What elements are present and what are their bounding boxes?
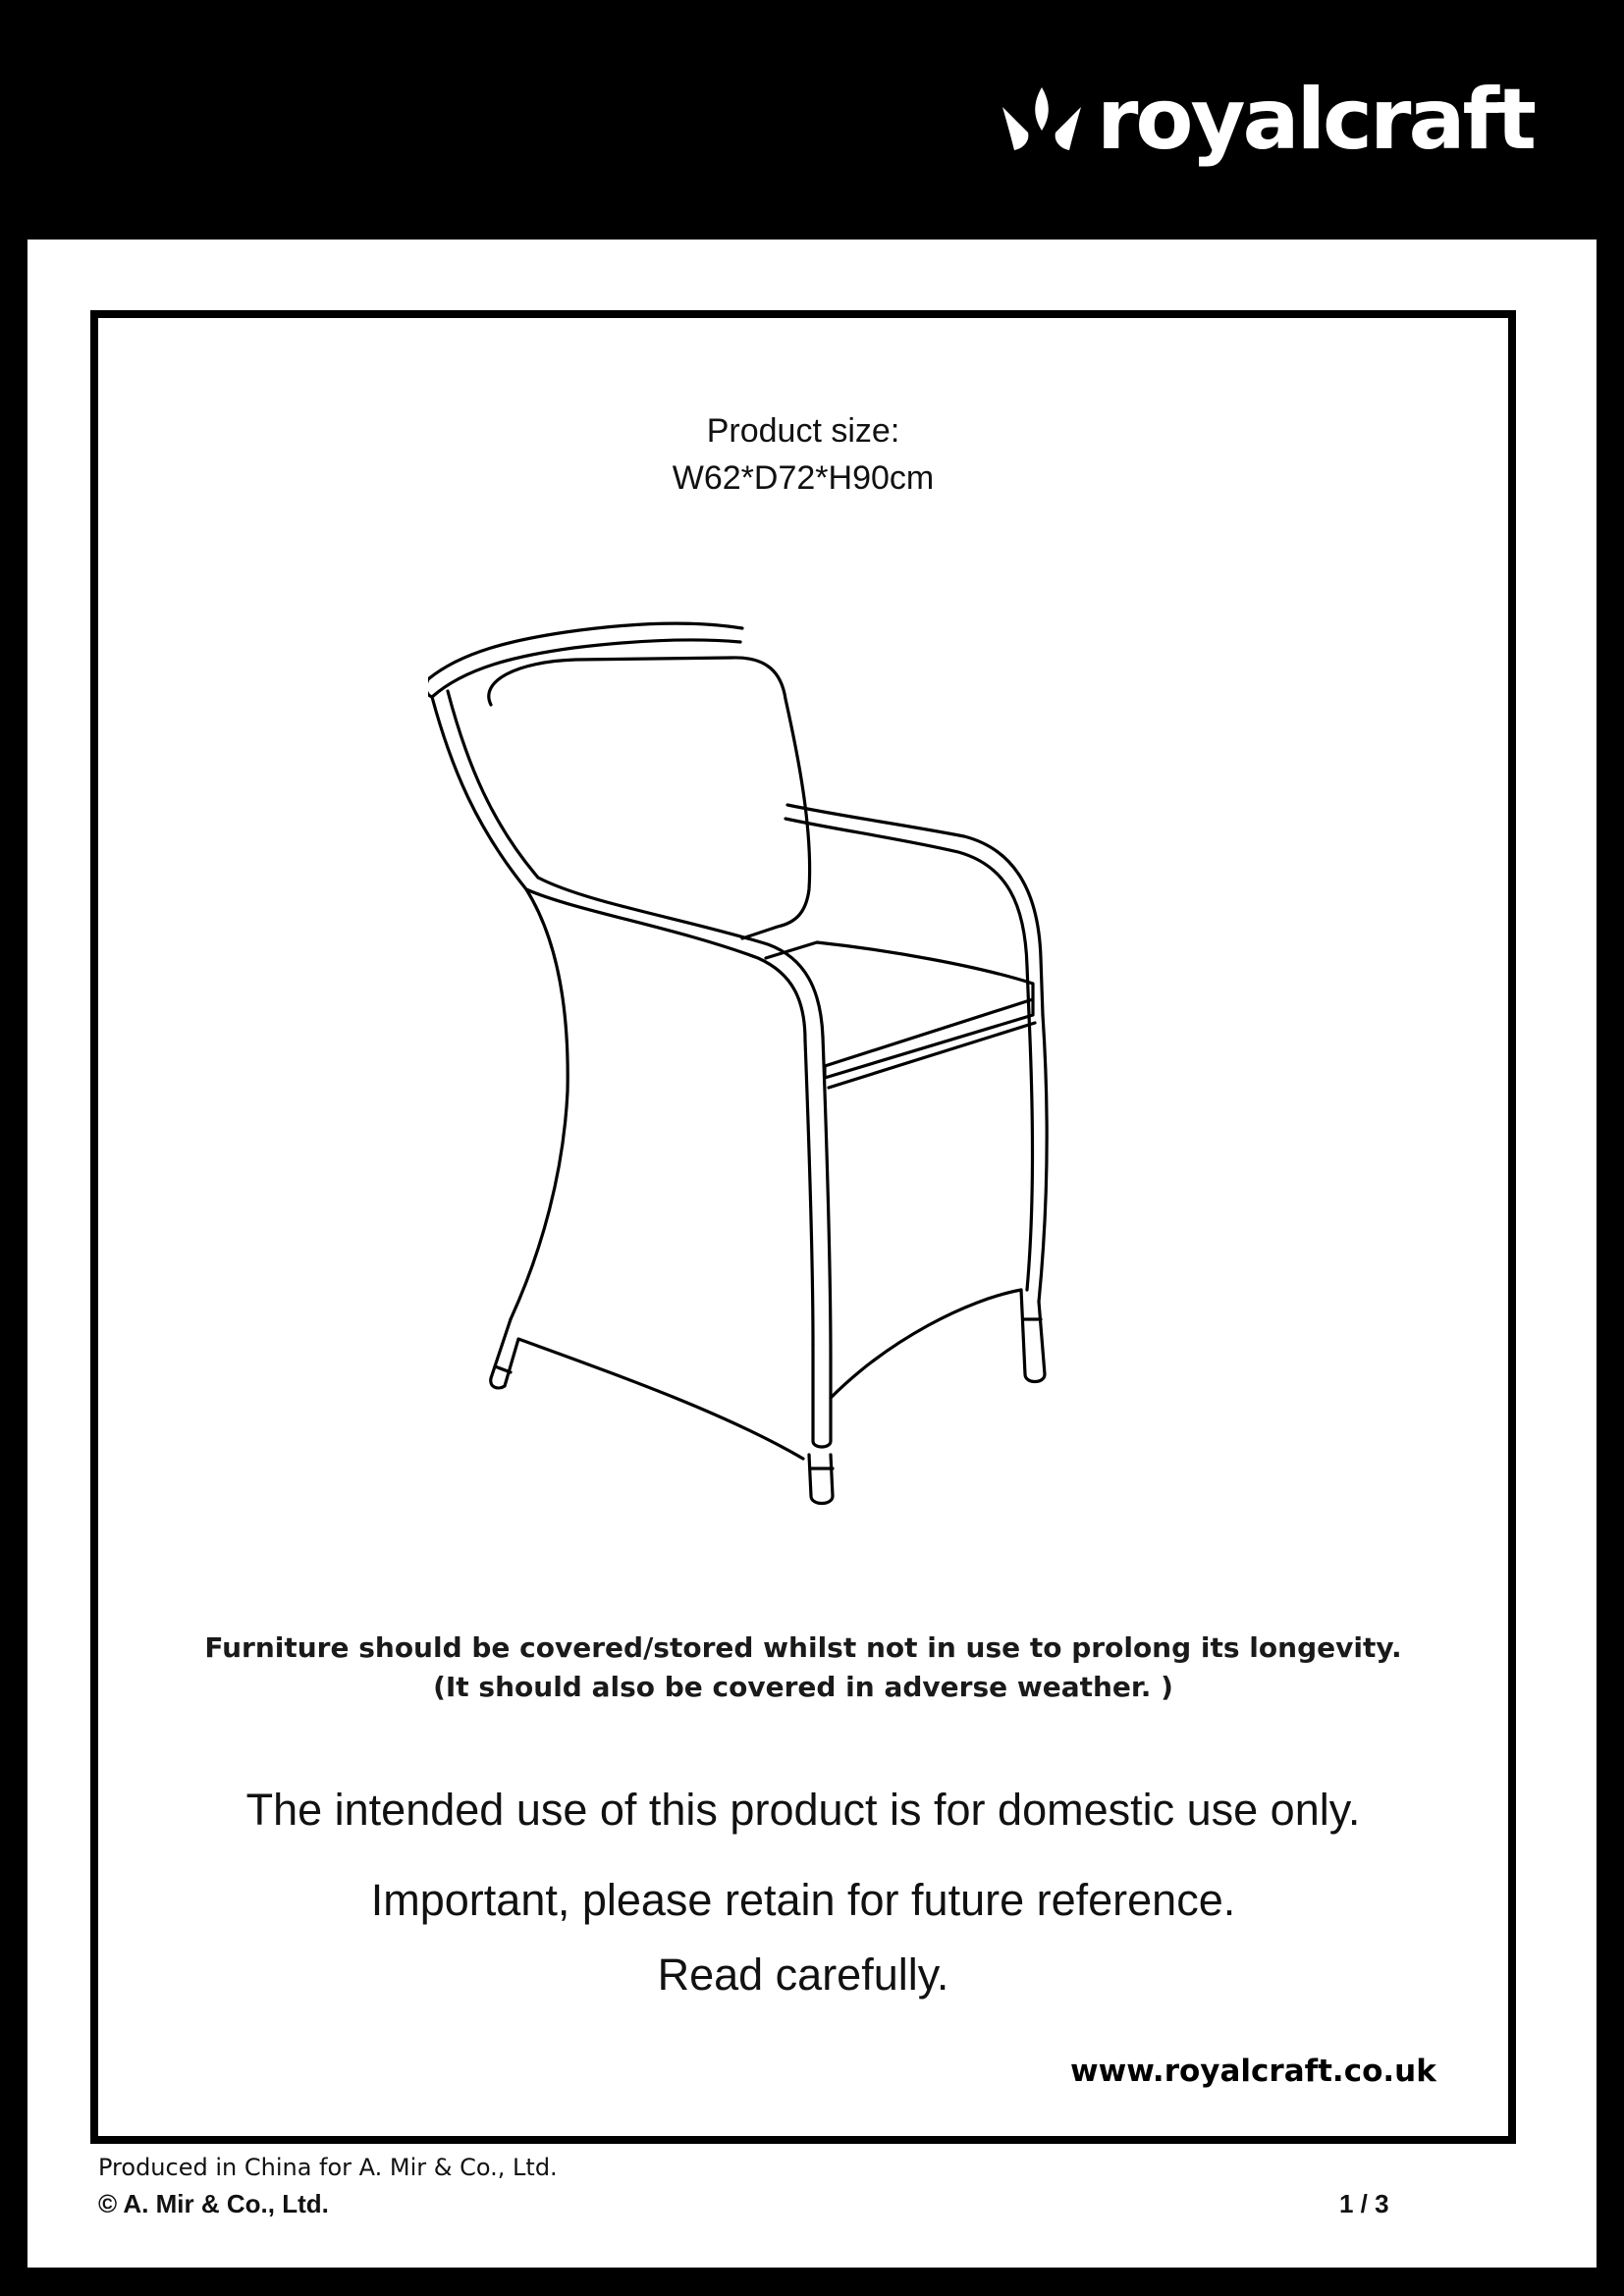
manual-page [27, 240, 1597, 2268]
produced-by-text: Produced in China for A. Mir & Co., Ltd. [98, 2154, 558, 2181]
domestic-use-notice: The intended use of this product is for domestic use only. [245, 1785, 1361, 1835]
website-link[interactable]: www.royalcraft.co.uk [1070, 2054, 1436, 2089]
care-notice-line-2: (It should also be covered in adverse weather. ) [433, 1671, 1173, 1703]
armchair-illustration [428, 613, 1233, 1555]
product-size-value: W62*D72*H90cm [672, 459, 935, 497]
retain-notice: Important, please retain for future reference. [370, 1875, 1236, 1925]
product-size-label: Product size: [706, 412, 900, 450]
care-notice-line-1: Furniture should be covered/stored whilst not in use to prolong its longevity. [204, 1631, 1402, 1664]
brand-name: royalcraft [1096, 71, 1534, 169]
content-frame [90, 310, 1516, 2144]
crown-icon [1001, 85, 1083, 154]
copyright-text: © A. Mir & Co., Ltd. [98, 2189, 329, 2218]
read-carefully-notice: Read carefully. [657, 1949, 949, 2000]
header-band [0, 0, 1624, 240]
brand-logo [1001, 71, 1534, 169]
page-number: 1 / 3 [1339, 2189, 1389, 2218]
